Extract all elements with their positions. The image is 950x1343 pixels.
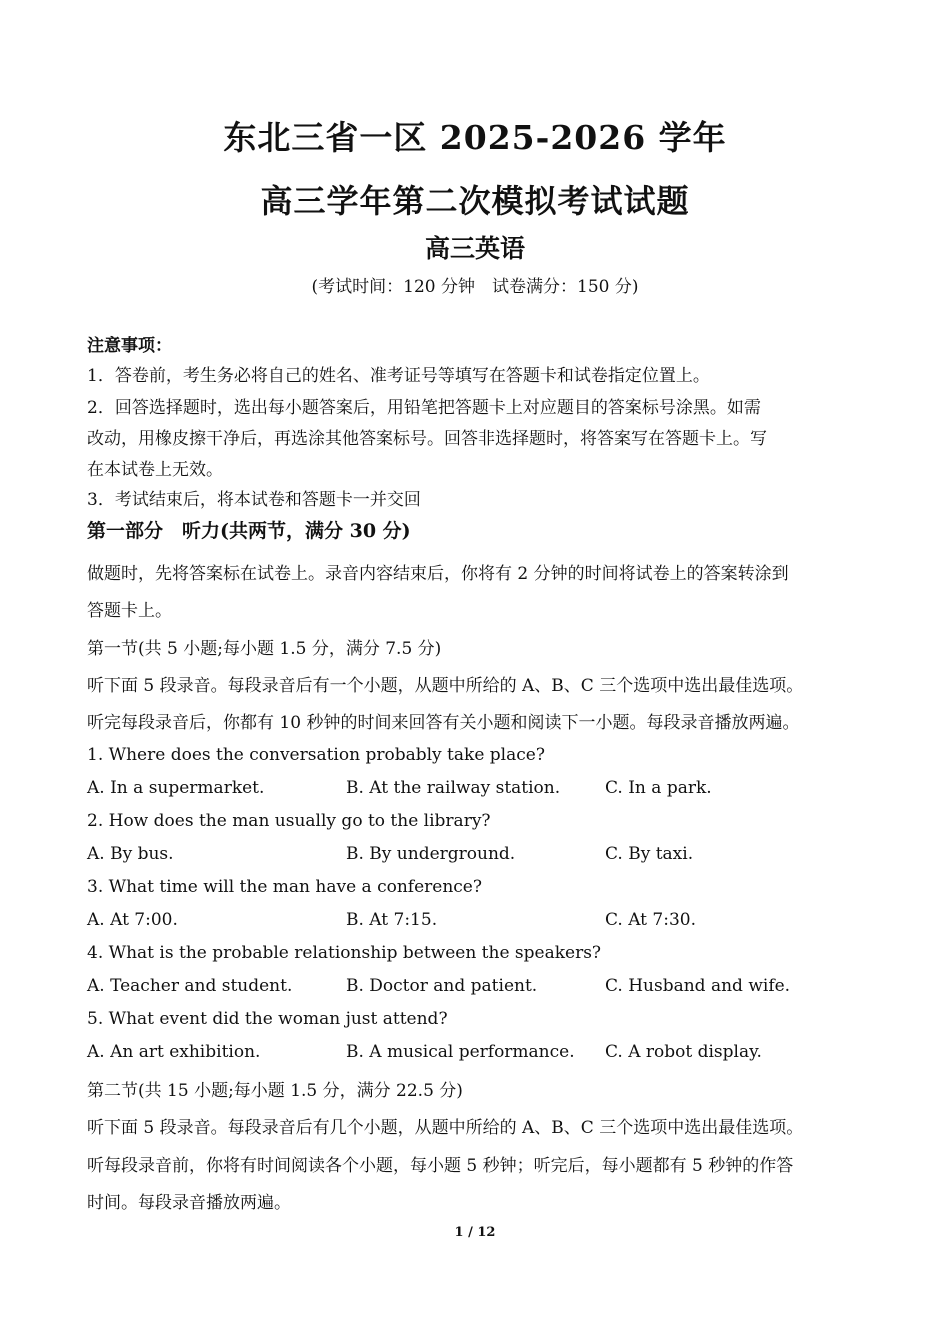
option-b: B. Doctor and patient. <box>346 976 538 996</box>
option-c: C. Husband and wife. <box>605 976 791 996</box>
option-c: C. At 7:30. <box>605 910 697 930</box>
section2-heading: 第二节(共 15 小题;每小题 1.5 分，满分 22.5 分) <box>87 1081 463 1101</box>
option-c: C. In a park. <box>605 778 712 798</box>
option-a: A. By bus. <box>87 844 174 864</box>
question-stem: 5. What event did the woman just attend? <box>87 1009 448 1029</box>
section1-instructions: 听下面 5 段录音。每段录音后有一个小题，从题中所给的 A、B、C 三个选项中选出最佳选项。 <box>87 676 804 696</box>
option-a: A. In a supermarket. <box>87 778 265 798</box>
part1-intro: 答题卡上。 <box>87 601 172 621</box>
question-stem: 1. Where does the conversation probably take place? <box>87 745 545 765</box>
section2-instructions: 听每段录音前，你将有时间阅读各个小题，每小题 5 秒钟；听完后，每小题都有 5 秒钟的作答 <box>87 1156 794 1176</box>
option-b: B. At 7:15. <box>346 910 438 930</box>
question-stem: 4. What is the probable relationship between the speakers? <box>87 943 602 963</box>
notice-item: 2．回答选择题时，选出每小题答案后，用铅笔把答题卡上对应题目的答案标号涂黑。如需 <box>87 398 761 418</box>
notice-item: 改动，用橡皮擦干净后，再选涂其他答案标号。回答非选择题时，将答案写在答题卡上。写 <box>87 429 767 449</box>
option-c: C. By taxi. <box>605 844 694 864</box>
option-b: B. A musical performance. <box>346 1042 575 1062</box>
section1-heading: 第一节(共 5 小题;每小题 1.5 分，满分 7.5 分) <box>87 639 442 659</box>
exam-title-line1: 东北三省一区 2025-2026 学年 <box>223 118 727 157</box>
section1-instructions: 听完每段录音后，你都有 10 秒钟的时间来回答有关小题和阅读下一小题。每段录音播放两遍。 <box>87 713 800 733</box>
notice-item: 在本试卷上无效。 <box>87 460 223 480</box>
notice-heading: 注意事项： <box>87 336 172 356</box>
subject-title: 高三英语 <box>424 234 525 263</box>
option-a: A. An art exhibition. <box>87 1042 261 1062</box>
option-c: C. A robot display. <box>605 1042 762 1062</box>
option-a: A. At 7:00. <box>87 910 178 930</box>
part1-heading: 第一部分 听力(共两节，满分 30 分) <box>87 520 411 542</box>
notice-item: 1．答卷前，考生务必将自己的姓名、准考证号等填写在答题卡和试卷指定位置上。 <box>87 366 710 386</box>
section2-instructions: 时间。每段录音播放两遍。 <box>87 1193 291 1213</box>
part1-intro: 做题时，先将答案标在试卷上。录音内容结束后，你将有 2 分钟的时间将试卷上的答案转涂到 <box>87 564 789 584</box>
notice-item: 3．考试结束后，将本试卷和答题卡一并交回 <box>87 490 421 510</box>
option-b: B. By underground. <box>346 844 516 864</box>
exam-title-line2: 高三学年第二次模拟考试试题 <box>260 182 690 220</box>
section2-instructions: 听下面 5 段录音。每段录音后有几个小题，从题中所给的 A、B、C 三个选项中选出最佳选项。 <box>87 1118 804 1138</box>
option-b: B. At the railway station. <box>346 778 561 798</box>
question-stem: 2. How does the man usually go to the library? <box>87 811 491 831</box>
option-a: A. Teacher and student. <box>87 976 293 996</box>
page-number: 1 / 12 <box>454 1225 496 1240</box>
question-stem: 3. What time will the man have a conference? <box>87 877 482 897</box>
exam-info: (考试时间：120 分钟 试卷满分：150 分) <box>311 277 639 297</box>
